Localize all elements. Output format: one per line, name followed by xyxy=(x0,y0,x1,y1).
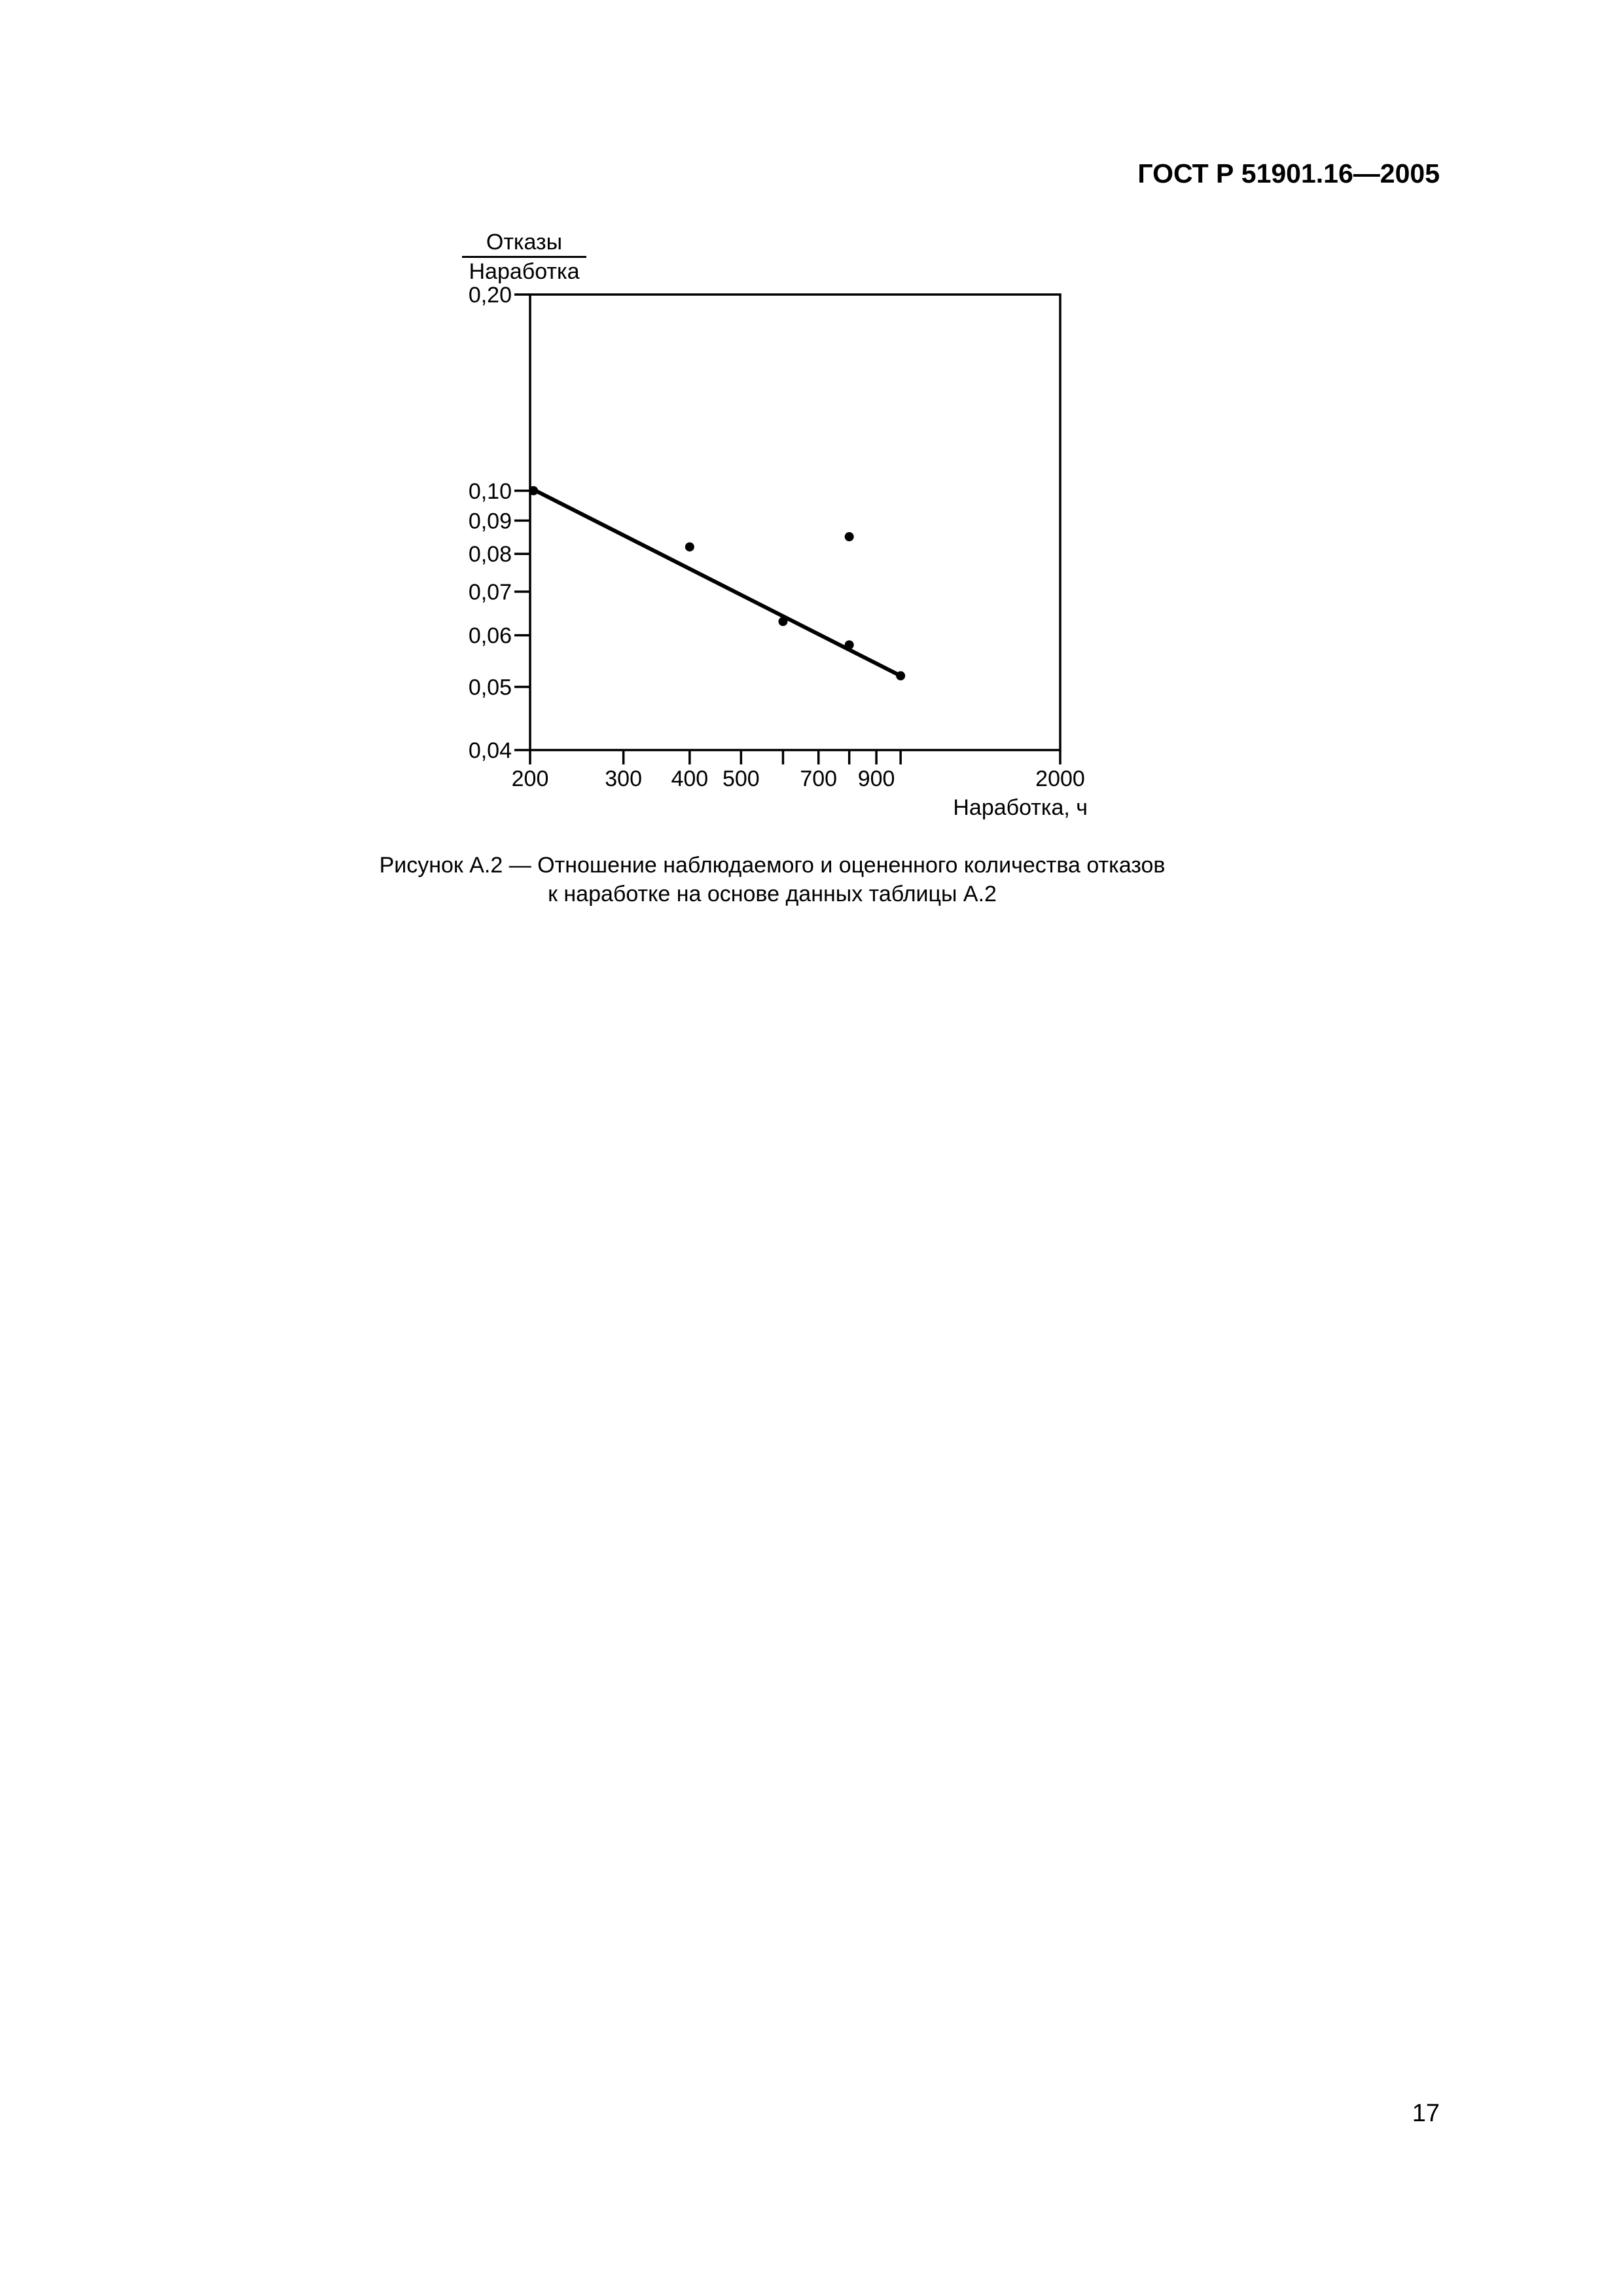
figure-caption-line-1: Рисунок А.2 — Отношение наблюдаемого и оцененного количества отказов xyxy=(379,853,1166,878)
y-axis-label-denominator: Наработка xyxy=(469,259,580,284)
y-axis-tick-labels xyxy=(469,283,512,763)
x-tick-label: 900 xyxy=(857,766,895,791)
figure-caption xyxy=(288,851,1257,908)
x-tick-label: 300 xyxy=(605,766,643,791)
data-point xyxy=(845,532,854,541)
x-tick-label: 2000 xyxy=(1035,766,1085,791)
y-tick-label: 0,06 xyxy=(468,623,512,649)
y-tick-label: 0,08 xyxy=(468,542,512,567)
y-tick-label: 0,05 xyxy=(468,675,512,700)
y-tick-label: 0,10 xyxy=(468,478,512,504)
y-tick-label: 0,20 xyxy=(468,283,512,308)
x-tick-label: 500 xyxy=(722,766,760,791)
page-number: 17 xyxy=(1412,2100,1440,2127)
y-axis-label-numerator: Отказы xyxy=(462,229,586,258)
data-point xyxy=(778,617,787,626)
trend-line xyxy=(530,488,901,675)
document-code: ГОСТ Р 51901.16—2005 xyxy=(1137,158,1440,188)
y-tick-label: 0,04 xyxy=(468,738,512,763)
x-tick-label: 700 xyxy=(800,766,838,791)
data-point xyxy=(896,672,905,681)
y-axis-ticks xyxy=(514,295,530,750)
data-point xyxy=(845,640,854,649)
plot-frame xyxy=(530,295,1060,750)
y-tick-label: 0,07 xyxy=(468,579,512,605)
y-tick-label: 0,09 xyxy=(468,509,512,534)
data-point xyxy=(529,486,538,495)
x-axis-ticks xyxy=(530,750,1060,764)
x-tick-label: 200 xyxy=(511,766,549,791)
x-axis-label: Наработка, ч xyxy=(953,795,1088,820)
data-point xyxy=(685,543,694,552)
x-axis-tick-labels xyxy=(512,766,1085,791)
failure-rate-chart xyxy=(0,0,1623,844)
x-tick-label: 400 xyxy=(671,766,709,791)
figure-caption-line-2: к наработке на основе данных таблицы А.2 xyxy=(548,882,997,906)
